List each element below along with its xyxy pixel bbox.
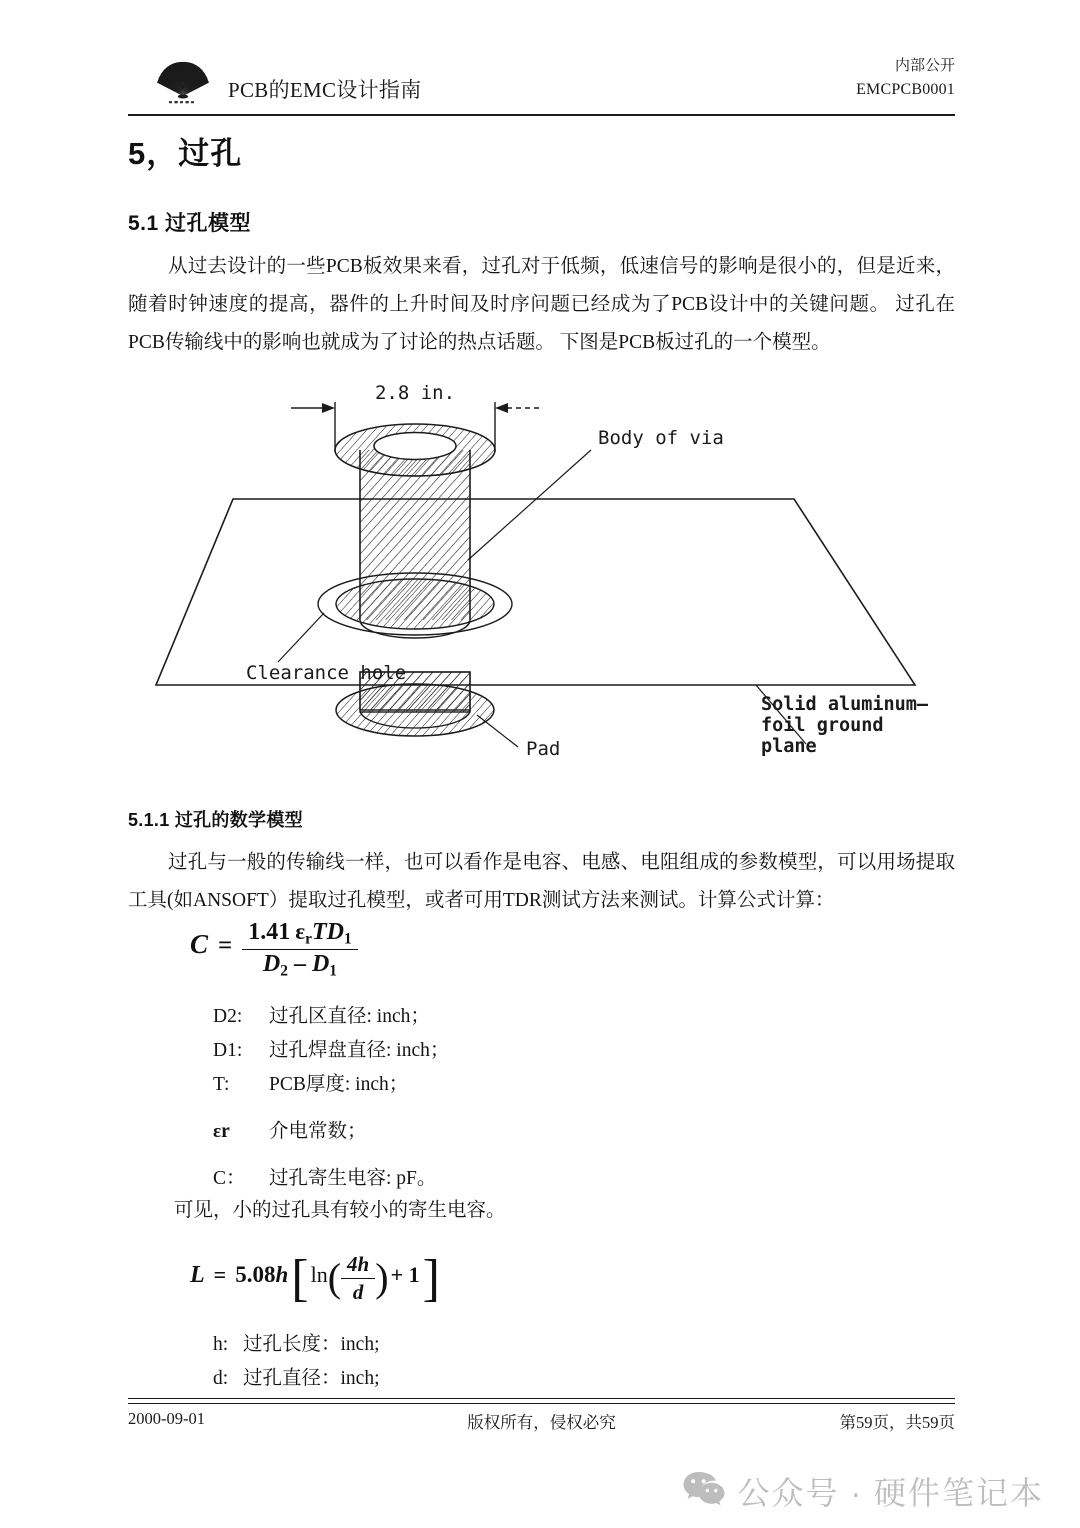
- figure-label-ground-plane-line3: plane: [761, 736, 817, 757]
- header-document-title: PCB的EMC设计指南: [228, 78, 422, 102]
- formula-capacitance: [190, 918, 358, 981]
- variable-description: 过孔寄生电容: pF。: [269, 1168, 437, 1189]
- formula-c-coeff: 1.41: [248, 919, 291, 945]
- formula-c-equals: =: [218, 931, 233, 959]
- formula-l-coeff-var: h: [275, 1262, 289, 1288]
- variable-description: PCB厚度: inch；: [269, 1074, 409, 1095]
- formula-c-den-d-sub: 2: [280, 962, 288, 980]
- formula-l-lhs: L: [190, 1262, 205, 1289]
- via-barrel-main: [360, 450, 470, 638]
- variable-symbol: d:: [213, 1368, 229, 1389]
- formula-c-td: TD: [311, 919, 344, 945]
- variable-description: 过孔直径：inch;: [243, 1368, 380, 1389]
- variable-row: [213, 1115, 913, 1149]
- footer-pagination: 第59页，共59页: [839, 1413, 955, 1432]
- wechat-watermark: [682, 1468, 1044, 1514]
- footer-date: 2000-09-01: [128, 1409, 205, 1428]
- formula-c-epsilon: ε: [295, 918, 306, 944]
- formula-c-fraction: [242, 918, 357, 981]
- variable-symbol: h:: [213, 1334, 229, 1355]
- ground-plane-shape: [156, 499, 915, 685]
- formula-l-ln: ln: [310, 1262, 328, 1288]
- figure-dimension-label: 2.8 in.: [374, 382, 456, 404]
- leader-pad: [477, 715, 518, 747]
- paragraph-intro: 从过去设计的一些PCB板效果来看，过孔对于低频，低速信号的影响是很小的，但是近来，随着时钟速度的提高，器件的上升时间及时序问题已经成为了PCB设计中的关键问题。 过孔在PCB传输线中的影响也就成为了讨论的热点话题。 下图是PCB板过孔的一个模型。: [128, 256, 955, 353]
- variable-symbol-epsilon-r: εr: [213, 1121, 230, 1142]
- variable-row: [213, 1362, 913, 1396]
- paragraph-math-intro: 过孔与一般的传输线一样，也可以看作是电容、电感、电阻组成的参数模型，可以用场提取工具(如ANSOFT）提取过孔模型，或者可用TDR测试方法来测试。计算公式计算：: [128, 852, 955, 911]
- formula-l-paren-open: (: [327, 1255, 342, 1301]
- variable-symbol: D1:: [213, 1040, 243, 1061]
- header-doc-id: EMCPCB0001: [856, 80, 955, 98]
- figure-label-pad: Pad: [526, 738, 561, 760]
- formula-l-bracket-close: ]: [422, 1249, 440, 1307]
- formula-l-fraction: [341, 1252, 375, 1305]
- figure-label-body-of-via: Body of via: [598, 427, 724, 449]
- variable-list-inductance: [213, 1328, 913, 1396]
- formula-c-minus: –: [293, 951, 306, 978]
- header-classification: 内部公开: [894, 58, 955, 74]
- formula-l-bracket-open: [: [291, 1249, 309, 1307]
- huawei-fan-logo-icon: [154, 50, 212, 108]
- variable-row: [213, 1162, 913, 1196]
- watermark-text: 公众号 · 硬件笔记本: [737, 1475, 1044, 1511]
- figure-label-clearance-hole: Clearance hole: [246, 662, 407, 684]
- section-title-level1: 5，过孔: [128, 136, 243, 171]
- formula-l-denominator: d: [352, 1280, 364, 1304]
- formula-c-d1-sub: 1: [343, 930, 352, 948]
- variable-symbol: C：: [213, 1168, 246, 1189]
- formula-c-lhs: C: [190, 928, 209, 959]
- variable-row: [213, 1034, 913, 1068]
- variable-symbol: T:: [213, 1074, 230, 1095]
- variable-list-capacitance: [213, 1000, 913, 1196]
- page-header: [128, 48, 955, 114]
- dimension-arrow-right: [495, 403, 508, 413]
- formula-l-paren-close: ): [375, 1255, 389, 1301]
- note-capacitance: 可见，小的过孔具有较小的寄生电容。: [174, 1200, 506, 1221]
- formula-l-coeff: 5.08: [235, 1262, 276, 1288]
- wechat-icon: [682, 1470, 726, 1513]
- formula-l-numerator: 4h: [341, 1252, 375, 1279]
- variable-symbol: D2:: [213, 1006, 243, 1027]
- section-title-level3: 5.1.1 过孔的数学模型: [128, 810, 303, 830]
- top-annular-pad: [335, 424, 495, 476]
- variable-row: [213, 1000, 913, 1034]
- via-diagram-svg: [128, 372, 955, 762]
- formula-c-den-d2: D: [311, 951, 330, 978]
- formula-c-denominator: [242, 950, 357, 980]
- footer-divider-bottom: [128, 1403, 955, 1404]
- header-divider: [128, 114, 955, 116]
- dimension-arrow-left: [322, 403, 335, 413]
- figure-label-ground-plane-line1: Solid aluminum–: [761, 694, 929, 715]
- footer-divider-top: [128, 1398, 955, 1399]
- variable-description: 过孔长度：inch;: [243, 1334, 380, 1355]
- formula-c-epsilon-sub: r: [305, 930, 312, 948]
- formula-l-equals: =: [213, 1262, 227, 1288]
- formula-l-plus-one: + 1: [390, 1262, 420, 1288]
- variable-description: 过孔焊盘直径: inch；: [269, 1040, 450, 1061]
- footer-copyright: 版权所有，侵权必究: [467, 1413, 616, 1432]
- variable-description: 过孔区直径: inch；: [269, 1006, 430, 1027]
- formula-c-numerator: [242, 918, 357, 950]
- section-title-level2: 5.1 过孔模型: [128, 212, 252, 235]
- variable-row: [213, 1068, 913, 1102]
- variable-row: [213, 1328, 913, 1362]
- pcb-via-model-figure: [128, 372, 955, 762]
- formula-c-den-d2-sub: 1: [329, 962, 337, 980]
- figure-label-ground-plane-line2: foil ground: [761, 715, 884, 736]
- formula-c-den-d: D: [262, 951, 281, 978]
- variable-description: 介电常数；: [269, 1121, 367, 1142]
- page-footer: [128, 1409, 955, 1435]
- formula-inductance: [190, 1249, 440, 1307]
- header-meta: [856, 56, 955, 101]
